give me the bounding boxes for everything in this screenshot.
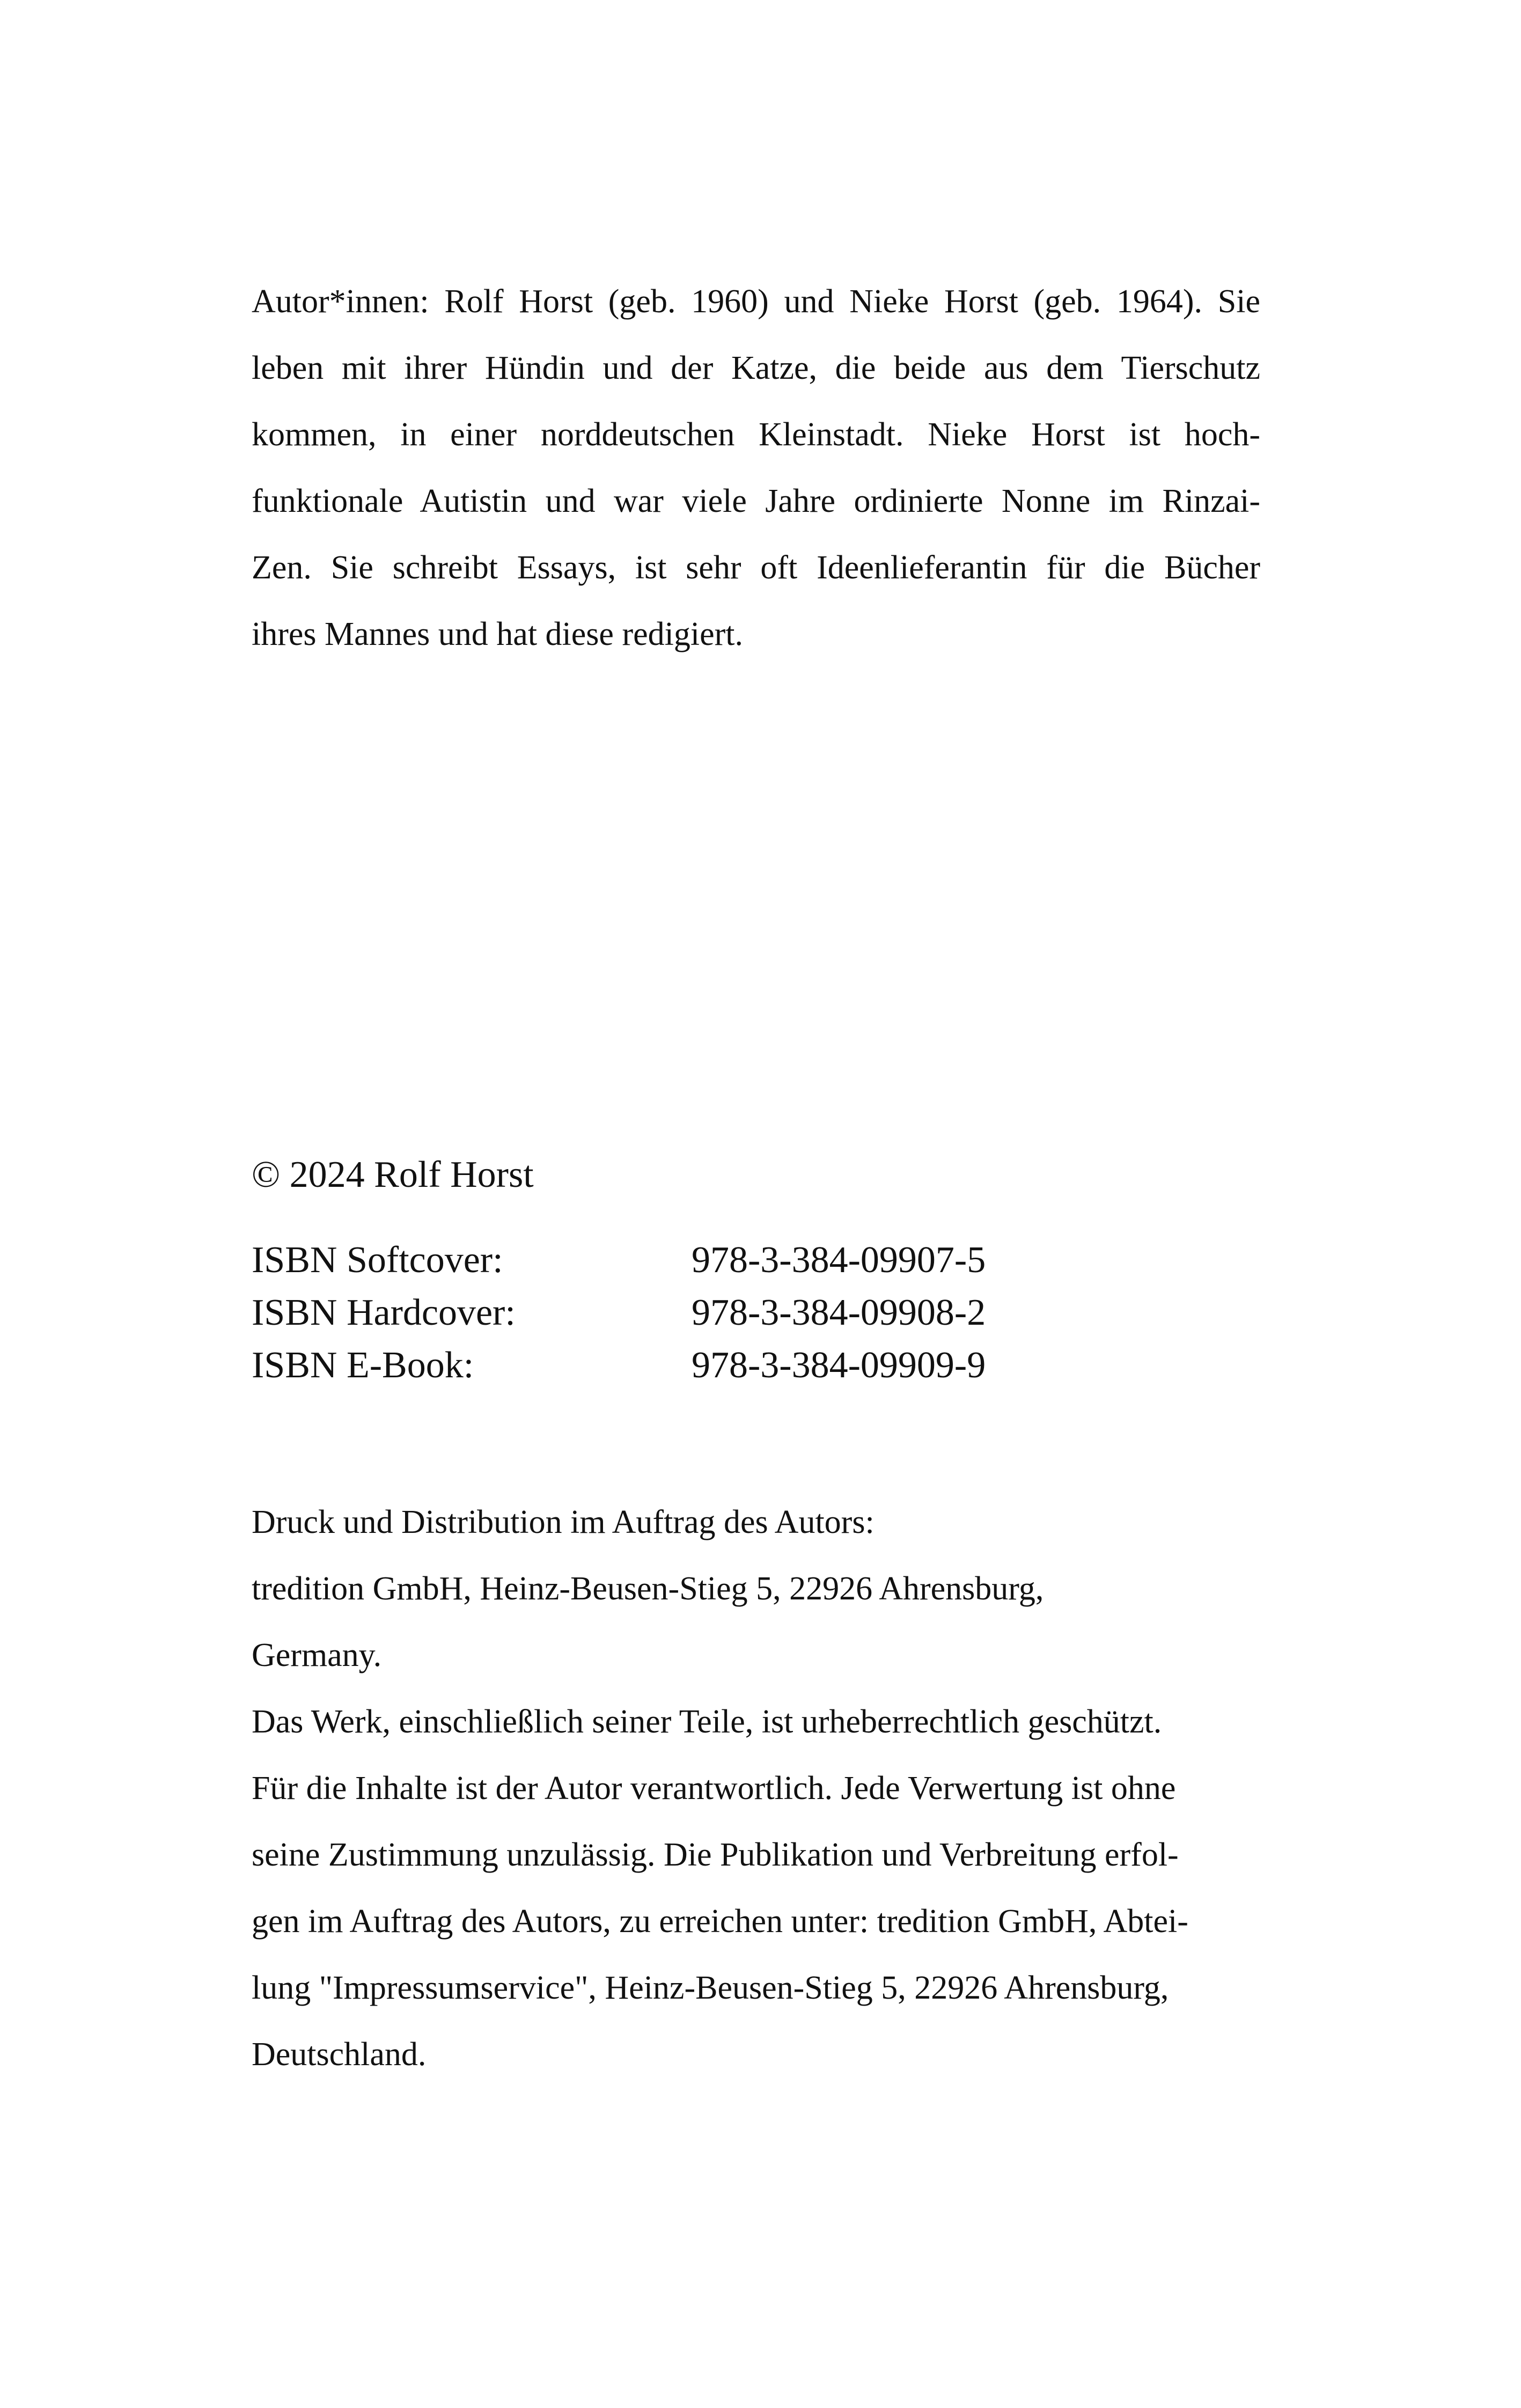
imprint-line: Für die Inhalte ist der Autor verantwortlich. Jede Verwertung ist ohne bbox=[252, 1770, 1176, 1807]
isbn-label: ISBN Hardcover: bbox=[252, 1292, 516, 1333]
author-bio bbox=[252, 268, 1260, 667]
isbn-value: 978-3-384-09908-2 bbox=[692, 1292, 986, 1333]
copyright-notice: © 2024 Rolf Horst bbox=[252, 1154, 534, 1195]
imprint-line: Druck und Distribution im Auftrag des Autors: bbox=[252, 1504, 875, 1540]
isbn-label: ISBN E-Book: bbox=[252, 1345, 474, 1386]
bio-line: funktionale Autistin und war viele Jahre ordinierte Nonne im Rinzai- bbox=[252, 483, 1260, 519]
imprint-line: tredition GmbH, Heinz-Beusen-Stieg 5, 22926 Ahrensburg, bbox=[252, 1570, 1044, 1607]
bio-line: Zen. Sie schreibt Essays, ist sehr oft Ideenlieferantin für die Bücher bbox=[252, 549, 1260, 586]
imprint-line: lung "Impressumservice", Heinz-Beusen-Stieg 5, 22926 Ahrensburg, bbox=[252, 1970, 1169, 2006]
isbn-value: 978-3-384-09909-9 bbox=[692, 1345, 986, 1386]
isbn-row-hardcover bbox=[252, 1287, 986, 1339]
imprint-line: Germany. bbox=[252, 1637, 382, 1673]
isbn-row-softcover bbox=[252, 1234, 986, 1287]
isbn-value: 978-3-384-09907-5 bbox=[692, 1239, 986, 1281]
bio-line: Autor*innen: Rolf Horst (geb. 1960) und Nieke Horst (geb. 1964). Sie bbox=[252, 283, 1260, 320]
isbn-list bbox=[252, 1234, 986, 1392]
isbn-label: ISBN Softcover: bbox=[252, 1239, 503, 1281]
isbn-row-ebook bbox=[252, 1339, 986, 1392]
bio-line: ihres Mannes und hat diese redigiert. bbox=[252, 616, 743, 652]
imprint-line: seine Zustimmung unzulässig. Die Publikation und Verbreitung erfol- bbox=[252, 1837, 1179, 1873]
imprint-line: gen im Auftrag des Autors, zu erreichen unter: tredition GmbH, Abtei- bbox=[252, 1903, 1188, 1940]
imprint-text bbox=[252, 1489, 1271, 2088]
bio-line: leben mit ihrer Hündin und der Katze, die beide aus dem Tierschutz bbox=[252, 350, 1260, 386]
imprint-line: Deutschland. bbox=[252, 2036, 427, 2073]
imprint-line: Das Werk, einschließlich seiner Teile, ist urheberrechtlich geschützt. bbox=[252, 1704, 1162, 1740]
bio-line: kommen, in einer norddeutschen Kleinstadt. Nieke Horst ist hoch- bbox=[252, 416, 1260, 453]
